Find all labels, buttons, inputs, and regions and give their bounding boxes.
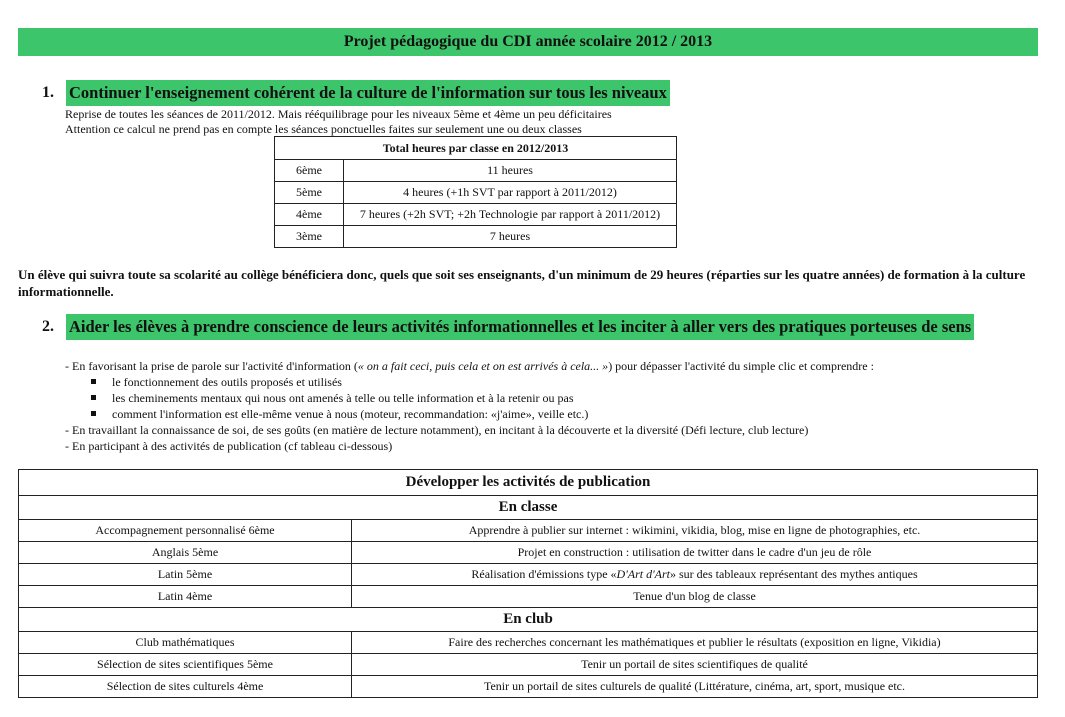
list-item xyxy=(65,358,1025,374)
activity-name: Club mathématiques xyxy=(19,632,352,654)
activity-description: Projet en construction : utilisation de twitter dans le cadre d'un jeu de rôle xyxy=(352,542,1038,564)
section-1-line-2: Attention ce calcul ne prend pas en compte les séances ponctuelles faites sur seulement une ou deux classes xyxy=(65,122,582,136)
activity-italic: D'Art d'Art xyxy=(616,567,671,581)
section-2-heading: Aider les élèves à prendre conscience de leurs activités informationnelles et les inciter à aller vers des pratiques porteuses de sens xyxy=(66,314,974,340)
table-row xyxy=(19,632,1038,654)
activity-description: Tenir un portail de sites scientifiques de qualité xyxy=(352,654,1038,676)
table-row xyxy=(19,654,1038,676)
bullet-text: comment l'information est elle-même venue à nous (moteur, recommandation: «j'aime», veille etc.) xyxy=(112,407,589,421)
section-1-heading: Continuer l'enseignement cohérent de la culture de l'information sur tous les niveaux xyxy=(66,80,670,106)
section-2-heading-row xyxy=(42,314,974,340)
activity-name: Latin 5ème xyxy=(19,564,352,586)
section-2-list xyxy=(65,358,1025,454)
hours-value: 11 heures xyxy=(344,160,677,182)
activity-description: Tenue d'un blog de classe xyxy=(352,586,1038,608)
activity-name: Accompagnement personnalisé 6ème xyxy=(19,520,352,542)
group-label-en-classe: En classe xyxy=(19,496,1038,520)
list-item: - En travaillant la connaissance de soi, de ses goûts (en matière de lecture notamment), en incitant à la découverte et la diversité (Défi lecture, club lecture) xyxy=(65,423,809,437)
list-item xyxy=(65,390,1025,406)
table-row xyxy=(19,586,1038,608)
table-row xyxy=(19,564,1038,586)
list-item xyxy=(65,406,1025,422)
section-1-heading-row xyxy=(42,80,670,106)
hours-level: 3ème xyxy=(275,226,344,248)
activity-pre: Réalisation d'émissions type « xyxy=(471,567,617,581)
table-row xyxy=(275,204,677,226)
group-label-en-club: En club xyxy=(19,608,1038,632)
publication-table xyxy=(18,469,1038,698)
activity-description: Apprendre à publier sur internet : wikimini, vikidia, blog, mise en ligne de photographies, etc. xyxy=(352,520,1038,542)
item-1-quote: « on a fait ceci, puis cela et on est arrivés à cela... » xyxy=(357,359,609,373)
bullet-text: les cheminements mentaux qui nous ont amenés à telle ou telle information et à la retenir ou pas xyxy=(112,391,574,405)
list-item xyxy=(65,374,1025,390)
publication-table-title: Développer les activités de publication xyxy=(19,470,1038,496)
activity-name: Sélection de sites scientifiques 5ème xyxy=(19,654,352,676)
list-item: - En participant à des activités de publication (cf tableau ci-dessous) xyxy=(65,439,393,453)
hours-value: 4 heures (+1h SVT par rapport à 2011/2012) xyxy=(344,182,677,204)
table-row xyxy=(275,226,677,248)
section-1-number: 1. xyxy=(42,84,54,101)
hours-level: 6ème xyxy=(275,160,344,182)
activity-description: Faire des recherches concernant les mathématiques et publier le résultats (exposition en ligne, Vikidia) xyxy=(352,632,1038,654)
hours-value: 7 heures (+2h SVT; +2h Technologie par rapport à 2011/2012) xyxy=(344,204,677,226)
table-row xyxy=(19,676,1038,698)
section-1-line-1: Reprise de toutes les séances de 2011/2012. Mais rééquilibrage pour les niveaux 5ème et 4ème un peu déficitaires xyxy=(65,107,612,121)
hours-table-header: Total heures par classe en 2012/2013 xyxy=(275,137,677,160)
table-row xyxy=(275,182,677,204)
table-row xyxy=(19,520,1038,542)
activity-description xyxy=(352,564,1038,586)
item-1-pre: - En favorisant la prise de parole sur l'activité d'information ( xyxy=(65,359,358,373)
hours-value: 7 heures xyxy=(344,226,677,248)
bullet-text: le fonctionnement des outils proposés et utilisés xyxy=(112,375,342,389)
hours-level: 5ème xyxy=(275,182,344,204)
item-1-post: ) pour dépasser l'activité du simple clic et comprendre : xyxy=(608,359,874,373)
page-title: Projet pédagogique du CDI année scolaire 2012 / 2013 xyxy=(18,28,1038,56)
section-1-conclusion: Un élève qui suivra toute sa scolarité au collège bénéficiera donc, quels que soit ses enseignants, d'un minimum de 29 heures (réparties sur les quatre années) de formation à la culture informationnelle. xyxy=(18,267,1026,299)
hours-level: 4ème xyxy=(275,204,344,226)
activity-post: » sur des tableaux représentant des mythes antiques xyxy=(670,567,918,581)
hours-table-header-row xyxy=(275,137,677,160)
activity-name: Anglais 5ème xyxy=(19,542,352,564)
activity-name: Sélection de sites culturels 4ème xyxy=(19,676,352,698)
section-2-number: 2. xyxy=(42,318,54,335)
activity-name: Latin 4ème xyxy=(19,586,352,608)
activity-description: Tenir un portail de sites culturels de qualité (Littérature, cinéma, art, sport, musique etc. xyxy=(352,676,1038,698)
hours-table xyxy=(274,136,677,248)
table-row xyxy=(275,160,677,182)
table-row xyxy=(19,542,1038,564)
